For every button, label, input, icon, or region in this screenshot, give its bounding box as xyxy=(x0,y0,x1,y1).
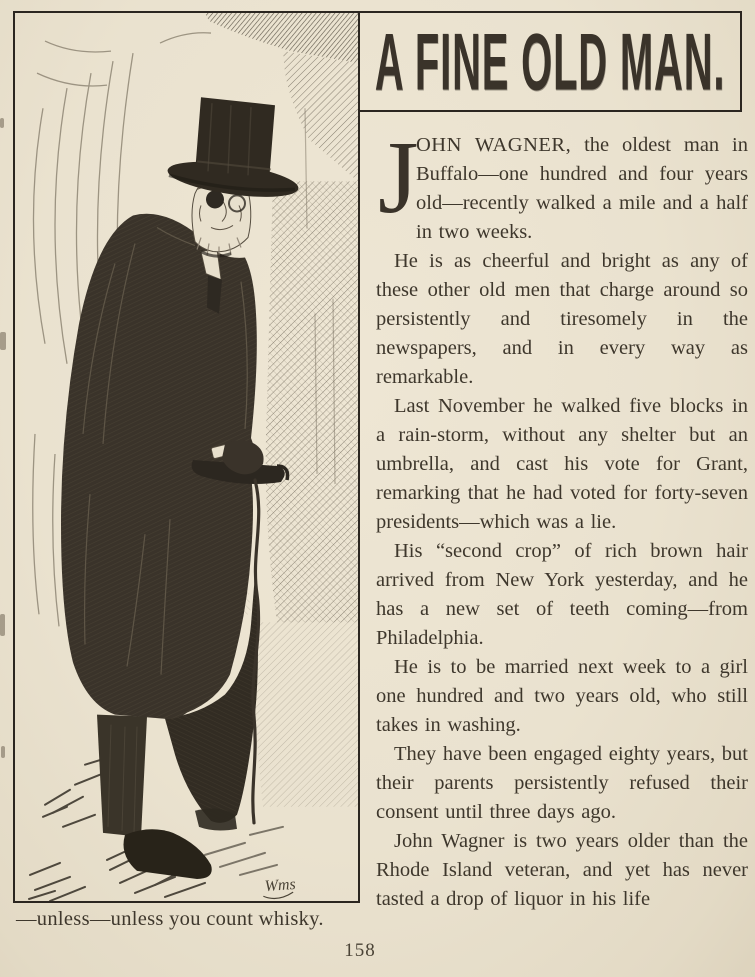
paragraph: They have been engaged eighty years, but their parents persistently refused their consent until three days ago. xyxy=(376,743,748,823)
scan-artifact xyxy=(0,614,5,636)
illustration-frame xyxy=(13,11,360,903)
scan-artifact xyxy=(0,332,6,350)
spectacle-lens xyxy=(206,190,224,208)
article-text xyxy=(376,120,748,914)
lead-caps: OHN WAGNER, xyxy=(416,134,572,156)
shoe xyxy=(124,829,212,879)
page-number: 158 xyxy=(344,940,376,961)
scan-artifact xyxy=(0,118,4,128)
old-man-engraving xyxy=(15,13,358,901)
engraver-signature xyxy=(262,876,296,899)
paragraph: He is as cheerful and bright as any of these other old men that charge around so persistently and tiresomely in the newspapers, and in every way as remarkable. xyxy=(376,250,748,388)
drop-cap: J xyxy=(378,120,419,235)
paragraph: John Wagner is two years older than the Rhode Island veteran, and yet has never tasted a drop of liquor in his life xyxy=(376,830,748,910)
scan-artifact xyxy=(1,746,5,758)
paragraph: His “second crop” of rich brown hair arrived from New York yesterday, and he has a new set of teeth coming—from Philadelphia. xyxy=(376,540,748,649)
paragraph: He is to be married next week to a girl one hundred and two years old, who still takes in washing. xyxy=(376,656,748,736)
paragraph: Last November he walked five blocks in a rain-storm, without any shelter but an umbrella, and cast his vote for Grant, remarking that he had voted for forty-seven presidents—which was a lie. xyxy=(376,395,748,533)
paragraph xyxy=(376,120,748,247)
top-hat xyxy=(166,97,301,203)
svg-text:Wms: Wms xyxy=(264,875,297,896)
illustration-caption: —unless—unless you count whisky. xyxy=(16,908,324,930)
paragraph-text: the oldest man in Buffalo—one hundred and four years old—recently walked a mile and a half in two weeks. xyxy=(416,134,748,243)
page-title: A FINE OLD MAN. xyxy=(374,16,726,107)
title-box xyxy=(358,11,742,112)
